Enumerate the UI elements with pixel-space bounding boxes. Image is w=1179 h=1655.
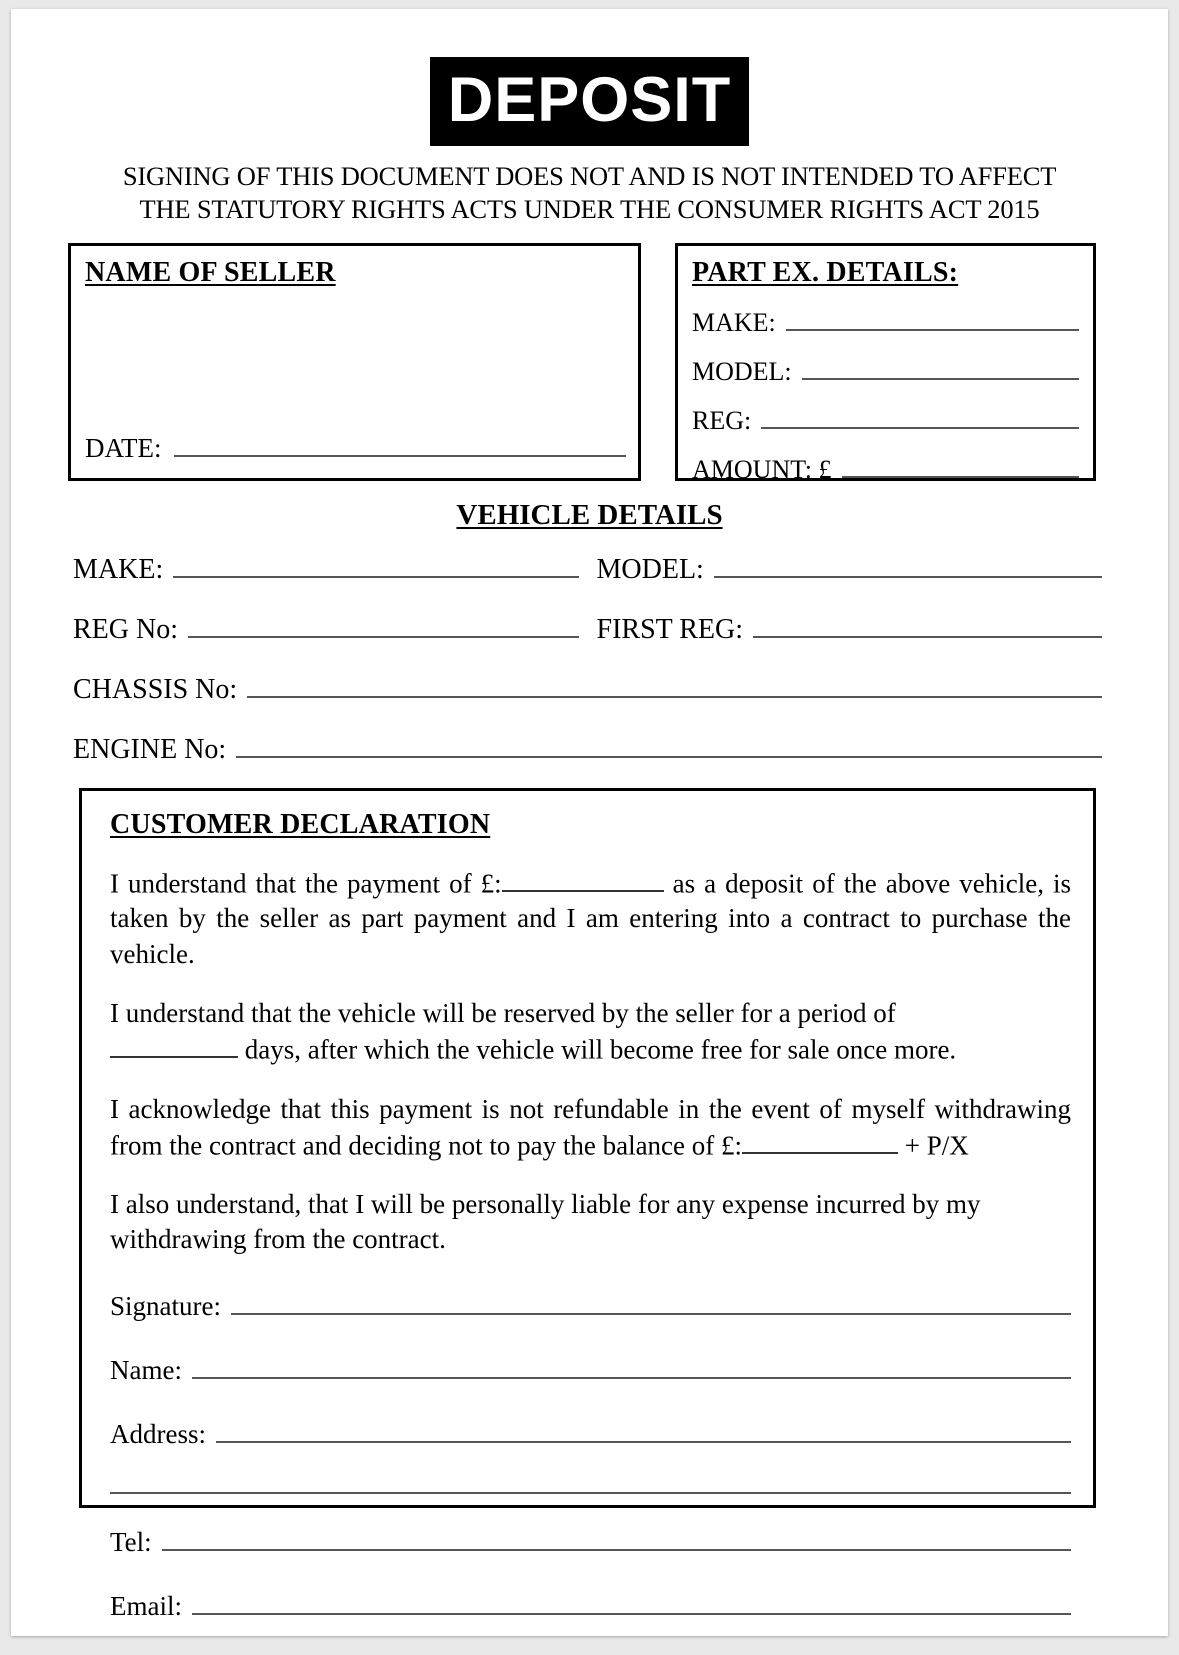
- declaration-p3-text-a: I acknowledge that this payment is not refundable in the event of myself withdrawing from the contract and deciding not to pay the balance of £:: [110, 1093, 1071, 1161]
- customer-name-label: Name:: [110, 1354, 182, 1385]
- customer-email-input[interactable]: [192, 1586, 1071, 1615]
- part-ex-model-field[interactable]: [692, 352, 1079, 387]
- declaration-p3-text-b: + P/X: [904, 1130, 969, 1161]
- customer-address-input-line-2[interactable]: [110, 1490, 1071, 1494]
- vehicle-model-label: MODEL:: [596, 553, 704, 585]
- part-ex-make-label: MAKE:: [692, 307, 776, 337]
- part-ex-reg-label: REG:: [692, 405, 752, 435]
- seller-date-field[interactable]: [85, 426, 626, 463]
- seller-date-label: DATE:: [85, 432, 162, 463]
- vehicle-first-reg-label: FIRST REG:: [596, 613, 744, 645]
- part-ex-model-input[interactable]: [802, 352, 1079, 380]
- statutory-notice-line-1: SIGNING OF THIS DOCUMENT DOES NOT AND IS NOT INTENDED TO AFFECT: [122, 161, 1057, 191]
- part-ex-box: [675, 243, 1096, 484]
- statutory-rights-notice: [11, 160, 1168, 227]
- balance-amount-input[interactable]: [742, 1127, 898, 1155]
- declaration-paragraph-4: I also understand, that I will be personally liable for any expense incurred by my withdrawing from the contract.: [110, 1189, 981, 1255]
- part-ex-make-field[interactable]: [692, 303, 1079, 338]
- vehicle-engine-field[interactable]: [73, 728, 1102, 766]
- customer-declaration-heading: CUSTOMER DECLARATION: [110, 808, 491, 840]
- declaration-p2-text-a: I understand that the vehicle will be reserved by the seller for a period of: [110, 997, 896, 1028]
- vehicle-make-model-row: [73, 548, 1102, 586]
- part-ex-amount-label: AMOUNT: £: [692, 454, 832, 484]
- vehicle-first-reg-field[interactable]: [597, 608, 1103, 646]
- part-ex-make-input[interactable]: [786, 303, 1079, 331]
- customer-tel-input[interactable]: [162, 1522, 1071, 1551]
- signature-label: Signature:: [110, 1290, 221, 1321]
- vehicle-make-field[interactable]: [73, 548, 579, 586]
- vehicle-first-reg-input[interactable]: [753, 608, 1102, 638]
- customer-declaration-box: [79, 788, 1096, 1621]
- vehicle-model-field[interactable]: [597, 548, 1103, 586]
- vehicle-model-input[interactable]: [714, 548, 1102, 578]
- customer-email-field[interactable]: [110, 1586, 1071, 1622]
- reservation-days-input[interactable]: [110, 1031, 238, 1059]
- seller-date-input[interactable]: [174, 426, 627, 456]
- customer-tel-label: Tel:: [110, 1526, 152, 1557]
- statutory-notice-line-2: THE STATUTORY RIGHTS ACTS UNDER THE CONSUMER RIGHTS ACT 2015: [139, 194, 1040, 225]
- vehicle-chassis-field[interactable]: [73, 668, 1102, 706]
- declaration-p2-text-b: days, after which the vehicle will become free for sale once more.: [244, 1034, 957, 1065]
- document-header: [11, 57, 1168, 146]
- seller-and-partex-row: [11, 243, 1168, 484]
- vehicle-reg-label: REG No:: [73, 613, 178, 645]
- part-ex-amount-field[interactable]: [692, 450, 1079, 485]
- declaration-paragraph-2: [110, 996, 1071, 1068]
- vehicle-reg-firstreg-row: [73, 608, 1102, 646]
- part-ex-reg-input[interactable]: [761, 401, 1079, 429]
- customer-name-input[interactable]: [192, 1350, 1071, 1379]
- customer-address-field[interactable]: [110, 1414, 1071, 1450]
- document-page: [11, 9, 1168, 1636]
- declaration-p1-text-a: I understand that the payment of £:: [110, 868, 502, 899]
- customer-tel-field[interactable]: [110, 1522, 1071, 1558]
- vehicle-make-input[interactable]: [173, 548, 578, 578]
- vehicle-make-label: MAKE:: [73, 553, 164, 585]
- declaration-paragraph-1: [110, 865, 1071, 972]
- part-ex-reg-field[interactable]: [692, 401, 1079, 436]
- signature-input[interactable]: [231, 1286, 1071, 1315]
- customer-address-label: Address:: [110, 1418, 206, 1449]
- vehicle-chassis-input[interactable]: [247, 668, 1102, 698]
- vehicle-reg-input[interactable]: [188, 608, 579, 638]
- part-ex-heading: PART EX. DETAILS:: [692, 256, 959, 288]
- part-ex-model-label: MODEL:: [692, 356, 792, 386]
- customer-email-label: Email:: [110, 1590, 182, 1621]
- declaration-paragraph-3: [110, 1092, 1071, 1164]
- signature-field[interactable]: [110, 1286, 1071, 1322]
- customer-name-field[interactable]: [110, 1350, 1071, 1386]
- page-title: DEPOSIT: [430, 57, 750, 146]
- vehicle-reg-field[interactable]: [73, 608, 579, 646]
- seller-box: [68, 243, 641, 481]
- vehicle-details-section: [11, 548, 1168, 766]
- customer-address-input[interactable]: [216, 1414, 1071, 1443]
- seller-heading: NAME OF SELLER: [85, 256, 336, 288]
- part-ex-amount-input[interactable]: [842, 450, 1079, 478]
- vehicle-details-heading: VEHICLE DETAILS: [456, 498, 723, 531]
- declaration-p1-text-b: as a deposit of the above vehicle, is taken by the seller as part payment and I am entering into a contract to purchase the vehicle.: [110, 868, 1071, 969]
- vehicle-engine-input[interactable]: [236, 728, 1102, 758]
- deposit-amount-input[interactable]: [502, 865, 664, 893]
- vehicle-chassis-label: CHASSIS No:: [73, 673, 238, 705]
- vehicle-engine-label: ENGINE No:: [73, 733, 227, 765]
